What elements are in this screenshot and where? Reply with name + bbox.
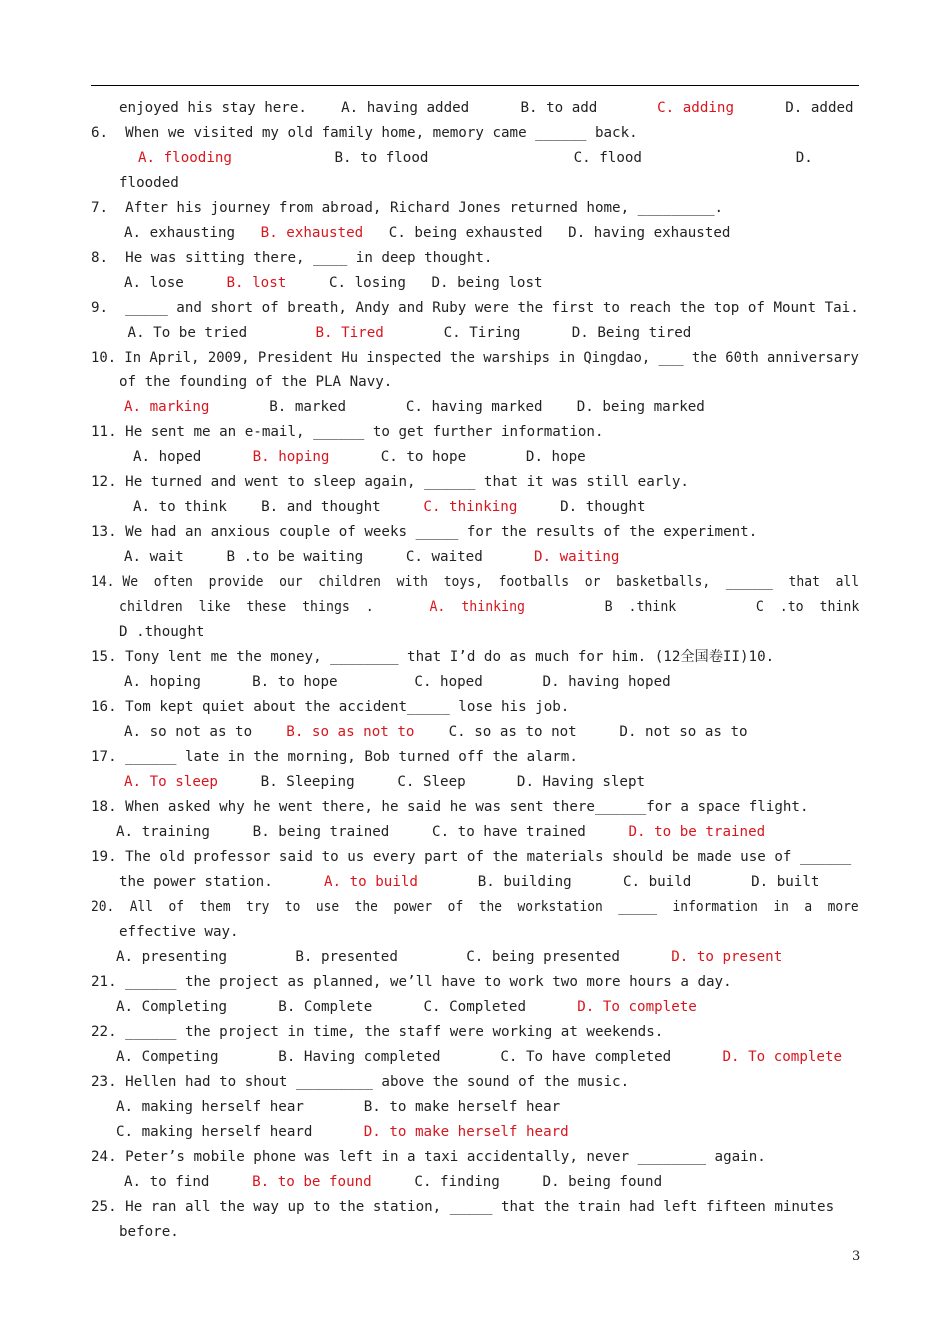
text-line [91, 199, 723, 217]
text-line [119, 324, 691, 342]
text-segment: 22. ______ the project in time, the staff were working at weekends. [91, 1024, 664, 1040]
text-line [119, 598, 859, 616]
answer-option: B. so as not to [286, 724, 415, 740]
text-segment: 13. We had an anxious couple of weeks _____ for the results of the experiment. [91, 524, 758, 540]
text-segment: A. to think B. and thought [133, 499, 424, 515]
text-segment: D .thought [119, 624, 205, 640]
text-line [124, 398, 705, 416]
text-line [91, 423, 604, 441]
text-line [124, 723, 748, 741]
answer-option: D. to make herself heard [363, 1124, 569, 1140]
text-segment: 10. In April, 2009, President Hu inspected the warships in Qingdao, ___ the 60th anniversary [91, 350, 859, 366]
text-segment: 15. Tony lent me the money, ________ that I’d do as much for him. (12全国卷II)10. [91, 649, 775, 665]
text-segment: 21. ______ the project as planned, we’ll have to work two more hours a day. [91, 974, 732, 990]
text-line [133, 448, 586, 466]
text-line [91, 973, 732, 991]
text-segment: A. hoped [133, 449, 253, 465]
answer-option: D. to present [671, 949, 783, 965]
text-line [91, 898, 859, 916]
text-line [91, 473, 689, 491]
answer-option: A. to build [324, 874, 418, 890]
text-line [119, 99, 854, 117]
text-line [124, 773, 645, 791]
text-line [91, 299, 859, 317]
text-line [119, 623, 204, 641]
text-line [91, 1023, 663, 1041]
text-segment: 14. We often provide our children with toys, footballs or basketballs, ______ that all [91, 574, 860, 590]
page-number: 3 [852, 1249, 861, 1264]
text-segment: C. finding D. being found [371, 1174, 663, 1190]
text-segment: enjoyed his stay here. A. having added B. to add [119, 100, 658, 116]
text-segment: A. so not as to [124, 724, 287, 740]
text-segment: 24. Peter’s mobile phone was left in a taxi accidentally, never ________ again. [91, 1149, 766, 1165]
text-line [91, 848, 851, 866]
text-segment: A. to find [124, 1174, 253, 1190]
text-line [116, 1048, 842, 1066]
text-segment: C. losing D. being lost [286, 275, 543, 291]
answer-option: C. thinking [423, 499, 518, 515]
text-segment: 11. He sent me an e-mail, ______ to get further information. [91, 424, 604, 440]
text-segment: 18. When asked why he went there, he said he was sent there______for a space flight. [91, 799, 809, 815]
answer-option: D. to be trained [628, 824, 766, 840]
text-segment: C. Tiring D. Being tired [383, 325, 692, 341]
text-segment: 23. Hellen had to shout _________ above the sound of the music. [91, 1074, 630, 1090]
answer-option: B. to be found [252, 1174, 372, 1190]
text-segment: A. hoping B. to hope C. hoped D. having hoped [124, 674, 671, 690]
answer-option: A. flooding [138, 150, 232, 166]
text-line [124, 224, 730, 242]
text-segment: A. making herself hear B. to make herself hear [116, 1099, 561, 1115]
text-line [116, 1123, 569, 1141]
answer-option: D. To complete [722, 1049, 843, 1065]
text-segment: 7. After his journey from abroad, Richard Jones returned home, _________. [91, 200, 724, 216]
text-segment: 25. He ran all the way up to the station, _____ that the train had left fifteen minutes [91, 1199, 835, 1215]
text-segment: D. thought [517, 499, 646, 515]
answer-option: D. To complete [577, 999, 697, 1015]
text-line [119, 1223, 179, 1241]
text-segment: 8. He was sitting there, ____ in deep thought. [91, 250, 493, 266]
text-segment: the power station. [119, 874, 324, 890]
text-segment: A. To be tried [119, 325, 316, 341]
text-segment: A. lose [124, 275, 227, 291]
text-line [91, 124, 638, 142]
text-segment: 16. Tom kept quiet about the accident_____ lose his job. [91, 699, 570, 715]
text-line [116, 1098, 560, 1116]
text-segment: effective way. [119, 924, 239, 940]
text-line [124, 548, 619, 566]
text-line [91, 349, 859, 367]
text-line [124, 673, 671, 691]
text-line [91, 648, 774, 666]
text-segment: 19. The old professor said to us every part of the materials should be made use of ______ [91, 849, 852, 865]
text-line [119, 873, 819, 891]
text-line [116, 948, 782, 966]
answer-option: B. exhausted [260, 225, 364, 241]
text-segment: A. wait B .to be waiting C. waited [124, 549, 534, 565]
text-segment: before. [119, 1224, 179, 1240]
text-segment: B .think C .to think [525, 599, 860, 615]
text-line [124, 1173, 662, 1191]
text-segment: B. marked C. having marked D. being marked [209, 399, 705, 415]
text-line [91, 698, 569, 716]
answer-option: B. hoping [252, 449, 330, 465]
text-segment: D. added [734, 100, 854, 116]
answer-option: A. thinking [429, 599, 526, 615]
text-segment: A. exhausting [124, 225, 261, 241]
text-segment: C. being exhausted D. having exhausted [363, 225, 731, 241]
text-line [91, 1148, 766, 1166]
text-segment: C. making herself heard [116, 1124, 364, 1140]
text-line [91, 573, 859, 591]
header-rule [91, 85, 859, 86]
answer-option: A. To sleep [124, 774, 218, 790]
text-line [91, 523, 757, 541]
text-segment: of the founding of the PLA Navy. [119, 374, 393, 390]
text-line [116, 998, 697, 1016]
text-segment: C. so as to not D. not so as to [414, 724, 748, 740]
text-line [91, 798, 809, 816]
answer-option: B. Tired [315, 325, 384, 341]
text-segment: B. to flood C. flood D. [231, 150, 813, 166]
answer-option: C. adding [657, 100, 734, 116]
text-segment: 17. ______ late in the morning, Bob turned off the alarm. [91, 749, 578, 765]
text-line [91, 1198, 834, 1216]
text-line [91, 1073, 629, 1091]
text-segment: A. Completing B. Complete C. Completed [116, 999, 578, 1015]
text-segment: A. training B. being trained C. to have trained [116, 824, 629, 840]
answer-option: A. marking [124, 399, 210, 415]
text-segment: B. Sleeping C. Sleep D. Having slept [217, 774, 646, 790]
text-line [91, 748, 578, 766]
answer-option: B. lost [226, 275, 287, 291]
text-line [119, 373, 392, 391]
text-line [119, 923, 239, 941]
text-line [124, 274, 543, 292]
text-segment: flooded [119, 175, 179, 191]
text-segment: A. presenting B. presented C. being presented [116, 949, 672, 965]
text-segment: A. Competing B. Having completed C. To have completed [116, 1049, 723, 1065]
text-line [116, 823, 765, 841]
text-line [119, 174, 179, 192]
text-segment: B. building C. build D. built [417, 874, 820, 890]
text-line [133, 498, 646, 516]
text-segment: 6. When we visited my old family home, memory came ______ back. [91, 125, 638, 141]
answer-option: D. waiting [534, 549, 620, 565]
text-line [138, 149, 813, 167]
text-segment: C. to hope D. hope [329, 449, 586, 465]
text-line [91, 249, 492, 267]
text-segment: 20. All of them try to use the power of the workstation _____ information in a more [91, 899, 859, 915]
text-segment: children like these things . [119, 599, 430, 615]
text-segment: 9. _____ and short of breath, Andy and Ruby were the first to reach the top of Mount Tai. [91, 300, 859, 316]
text-segment: 12. He turned and went to sleep again, ______ that it was still early. [91, 474, 689, 490]
